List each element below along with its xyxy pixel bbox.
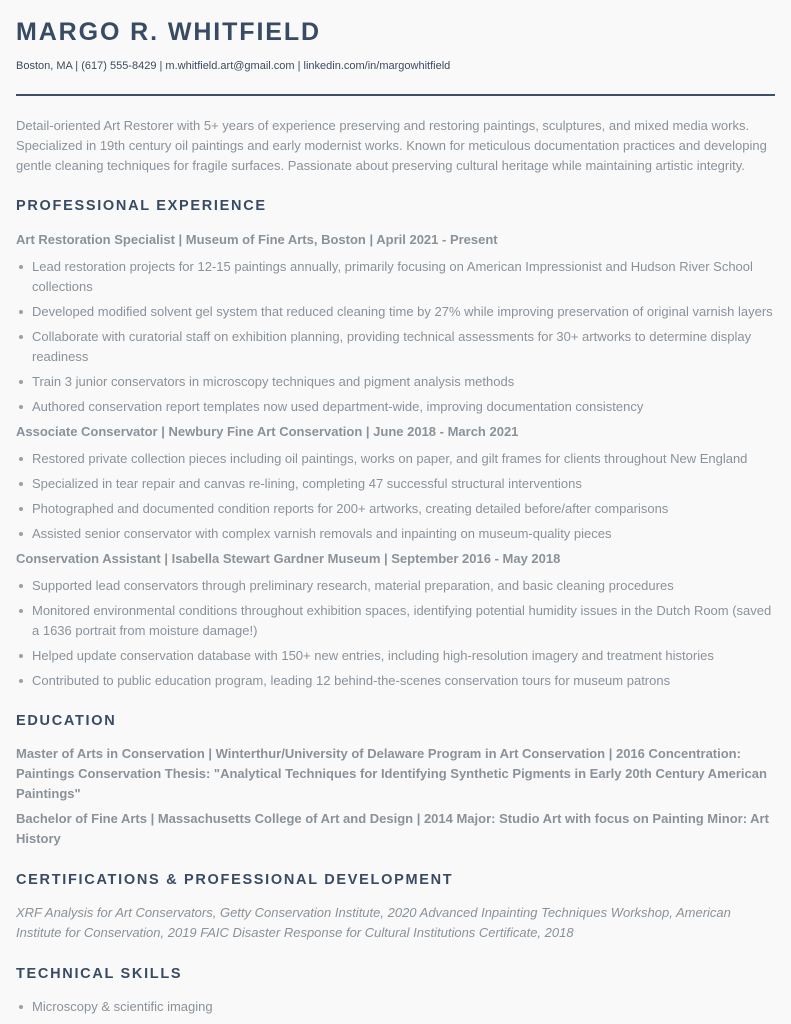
contact-line: Boston, MA | (617) 555-8429 | m.whitfield.art@gmail.com | linkedin.com/in/margowhitfield [16, 60, 451, 72]
bullet-text: Train 3 junior conservators in microscopy techniques and pigment analysis methods [32, 374, 515, 389]
job-title: Associate Conservator | Newbury Fine Art Conservation | June 2018 - March 2021 [16, 424, 519, 439]
bullet-text: Collaborate with curatorial staff on exhibition planning, providing technical assessments for 30+ artworks to determine display readiness [32, 329, 752, 364]
list-item [16, 302, 775, 322]
bullet-icon [19, 335, 23, 339]
list-item [16, 646, 775, 666]
experience-section [16, 197, 775, 691]
list-item [16, 327, 775, 367]
list-item [16, 449, 775, 469]
skills-section [16, 965, 775, 1017]
bullet-icon [19, 584, 23, 588]
list-item [16, 474, 775, 494]
list-item [16, 499, 775, 519]
list-item [16, 576, 775, 596]
bullet-text: Developed modified solvent gel system that reduced cleaning time by 27% while improving preservation of original varnish layers [32, 304, 773, 319]
bullet-icon [19, 405, 23, 409]
job-bullets [16, 257, 775, 417]
skill-text: Microscopy & scientific imaging [32, 999, 213, 1014]
job-title: Conservation Assistant | Isabella Stewart Gardner Museum | September 2016 - May 2018 [16, 551, 561, 566]
bullet-icon [19, 482, 23, 486]
education-heading: EDUCATION [16, 713, 117, 729]
list-item [16, 257, 775, 297]
job-entry [16, 423, 775, 544]
list-item [16, 524, 775, 544]
bullet-icon [19, 609, 23, 613]
job-entry [16, 231, 775, 417]
bullet-text: Restored private collection pieces including oil paintings, works on paper, and gilt frames for clients throughout New England [32, 451, 748, 466]
list-item [16, 372, 775, 392]
skills-heading: TECHNICAL SKILLS [16, 966, 183, 982]
job-bullets [16, 576, 775, 691]
bullet-text: Specialized in tear repair and canvas re-lining, completing 47 successful structural interventions [32, 476, 582, 491]
candidate-name: MARGO R. WHITFIELD [16, 18, 322, 46]
bullet-text: Lead restoration projects for 12-15 paintings annually, primarily focusing on American Impressionist and Hudson River School collections [32, 259, 753, 294]
education-entry: Master of Arts in Conservation | Winterthur/University of Delaware Program in Art Conservation | 2016 Concentration: Paintings Conservation Thesis: "Analytical Techniques for Identifying Synthetic Pigments in Early 20th Century American Paintings" [16, 746, 767, 801]
bullet-icon [19, 679, 23, 683]
bullet-icon [19, 1005, 23, 1009]
bullet-text: Authored conservation report templates now used department-wide, improving documentation consistency [32, 399, 644, 414]
job-entry [16, 550, 775, 691]
bullet-icon [19, 265, 23, 269]
bullet-text: Monitored environmental conditions throughout exhibition spaces, identifying potential humidity issues in the Dutch Room (saved a 1636 portrait from moisture damage!) [32, 603, 772, 638]
bullet-icon [19, 310, 23, 314]
skills-list [16, 997, 775, 1017]
bullet-text: Helped update conservation database with 150+ new entries, including high-resolution imagery and treatment histories [32, 648, 714, 663]
list-item [16, 601, 775, 641]
bullet-text: Photographed and documented condition reports for 200+ artworks, creating detailed before/after comparisons [32, 501, 669, 516]
bullet-text: Assisted senior conservator with complex varnish removals and inpainting on museum-quality pieces [32, 526, 612, 541]
bullet-icon [19, 380, 23, 384]
job-bullets [16, 449, 775, 544]
list-item [16, 671, 775, 691]
education-entry: Bachelor of Fine Arts | Massachusetts College of Art and Design | 2014 Major: Studio Art with focus on Painting Minor: Art History [16, 811, 769, 846]
professional-summary: Detail-oriented Art Restorer with 5+ years of experience preserving and restoring paintings, sculptures, and mixed media works. Specialized in 19th century oil paintings and early modernist works. Known for meticulous documentation practices and developing gentle cleaning techniques for fragile surfaces. Passionate about preserving cultural heritage while maintaining artistic integrity. [16, 118, 767, 173]
bullet-text: Supported lead conservators through preliminary research, material preparation, and basic cleaning procedures [32, 578, 674, 593]
bullet-icon [19, 507, 23, 511]
experience-heading: PROFESSIONAL EXPERIENCE [16, 198, 267, 214]
certifications-section [16, 871, 775, 943]
certifications-text: XRF Analysis for Art Conservators, Getty Conservation Institute, 2020 Advanced Inpainting Techniques Workshop, American Institute for Conservation, 2019 FAIC Disaster Response for Cultural Institutions Certificate, 2018 [16, 905, 731, 940]
bullet-text: Contributed to public education program, leading 12 behind-the-scenes conservation tours for museum patrons [32, 673, 671, 688]
list-item [16, 397, 775, 417]
education-section [16, 712, 775, 849]
job-title: Art Restoration Specialist | Museum of Fine Arts, Boston | April 2021 - Present [16, 232, 498, 247]
list-item [16, 997, 775, 1017]
header-divider [16, 94, 775, 96]
certifications-heading: CERTIFICATIONS & PROFESSIONAL DEVELOPMENT [16, 872, 454, 888]
bullet-icon [19, 654, 23, 658]
bullet-icon [19, 532, 23, 536]
bullet-icon [19, 457, 23, 461]
